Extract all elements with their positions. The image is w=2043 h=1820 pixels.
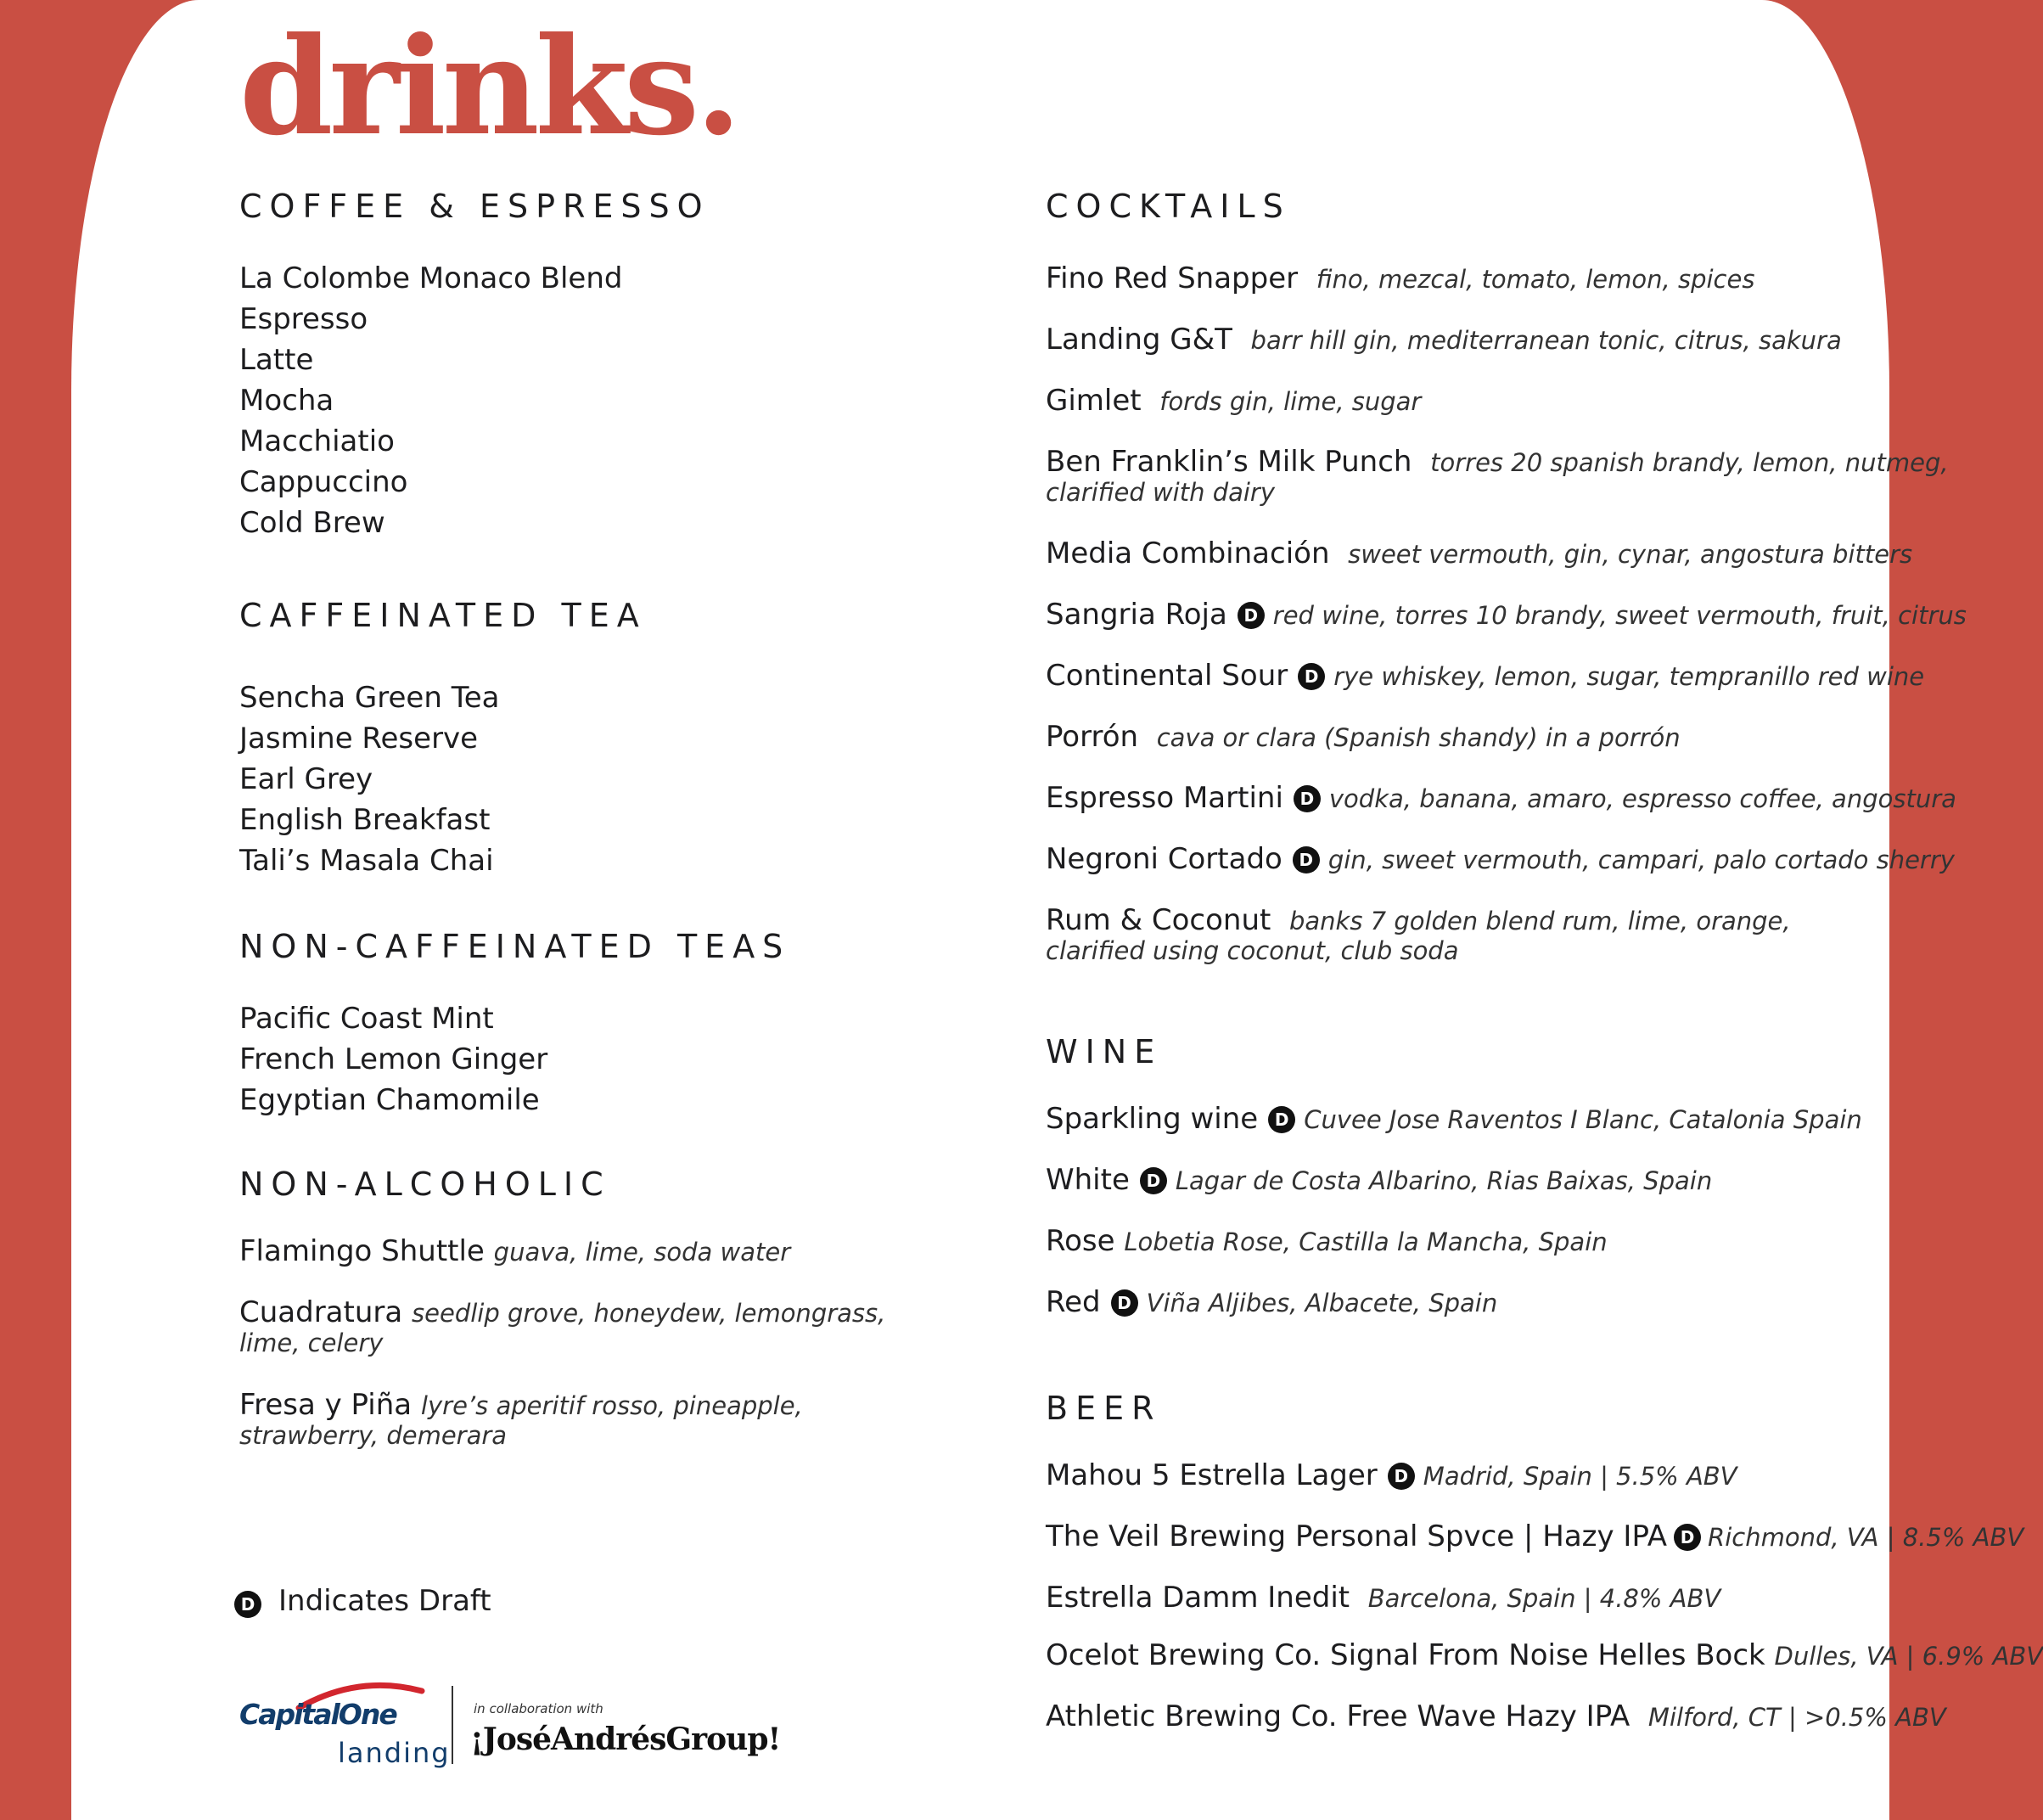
item-desc-continued: clarified with dairy (1046, 478, 1276, 507)
item-name: Red (1046, 1285, 1101, 1319)
list-item: Cappuccino (239, 465, 408, 499)
item-name: Estrella Damm Inedit (1046, 1581, 1350, 1615)
item-desc: Cuvee Jose Raventos I Blanc, Catalonia Spain (1304, 1105, 1862, 1134)
item-desc: rye whiskey, lemon, sugar, tempranillo red wine (1333, 662, 1925, 691)
item-name: Athletic Brewing Co. Free Wave Hazy IPA (1046, 1699, 1630, 1733)
menu-item (1046, 599, 1967, 631)
caffeinated-tea-list (239, 677, 499, 881)
menu-item (1046, 538, 1912, 570)
menu-item (1046, 660, 1924, 692)
draft-badge-icon: D (1268, 1106, 1295, 1133)
list-item: Macchiatio (239, 424, 395, 458)
menu-item (1046, 1640, 2043, 1671)
menu-item (1046, 905, 1791, 965)
list-item: Latte (239, 343, 314, 377)
item-name: The Veil Brewing Personal Spvce | Hazy IPA (1046, 1519, 1668, 1553)
menu-item (1046, 1287, 1497, 1318)
list-item: French Lemon Ginger (239, 1042, 548, 1076)
menu-page (71, 0, 2043, 1820)
item-desc: Richmond, VA | 8.5% ABV (1708, 1523, 2024, 1552)
item-desc: seedlip grove, honeydew, lemongrass, (412, 1299, 886, 1328)
menu-item (1046, 1582, 1720, 1614)
item-desc: Viña Aljibes, Albacete, Spain (1146, 1289, 1498, 1317)
draft-legend (234, 1584, 491, 1618)
list-item: Espresso (239, 302, 368, 336)
menu-item (1046, 324, 1842, 356)
item-desc: barr hill gin, mediterranean tonic, citrus, sakura (1250, 326, 1842, 355)
menu-item (1046, 1226, 1608, 1257)
item-desc: Lobetia Rose, Castilla la Mancha, Spain (1124, 1227, 1608, 1256)
jose-andres-group-logo: ¡JoséAndrésGroup! (470, 1722, 781, 1757)
section-heading-coffee: COFFEE & ESPRESSO (239, 188, 710, 225)
item-desc: vodka, banana, amaro, espresso coffee, angostura (1328, 784, 1956, 813)
menu-item (239, 1236, 790, 1267)
item-desc: torres 20 spanish brandy, lemon, nutmeg, (1430, 448, 1949, 477)
draft-badge-icon: D (1674, 1524, 1701, 1551)
section-heading-non-caffeinated: NON-CAFFEINATED TEAS (239, 928, 791, 965)
item-name: Porrón (1046, 720, 1139, 754)
menu-item (1046, 447, 1949, 507)
item-name: Espresso Martini (1046, 781, 1283, 815)
menu-item (1046, 722, 1681, 753)
item-desc: Lagar de Costa Albarino, Rias Baixas, Spain (1175, 1166, 1713, 1195)
section-heading-caffeinated-tea: CAFFEINATED TEA (239, 597, 647, 634)
list-item: Cold Brew (239, 506, 385, 540)
draft-badge-icon: D (1293, 846, 1320, 873)
section-heading-beer: BEER (1046, 1390, 1162, 1427)
item-desc: Dulles, VA | 6.9% ABV (1774, 1642, 2043, 1671)
item-name: Rose (1046, 1224, 1115, 1258)
item-desc: Milford, CT | >0.5% ABV (1647, 1703, 1946, 1732)
item-desc-continued: lime, celery (239, 1328, 384, 1357)
item-desc: lyre’s aperitif rosso, pineapple, (420, 1391, 803, 1420)
item-name: Sparkling wine (1046, 1102, 1259, 1136)
menu-item (1046, 1701, 1946, 1733)
menu-item (239, 1390, 803, 1450)
list-item: Sencha Green Tea (239, 681, 500, 715)
list-item: Jasmine Reserve (239, 722, 479, 756)
page-title: drinks. (239, 8, 738, 166)
landing-wordmark: landing (338, 1737, 451, 1769)
item-desc: red wine, torres 10 brandy, sweet vermouth, fruit, citrus (1272, 601, 1967, 630)
logo-divider (452, 1686, 453, 1764)
list-item: Mocha (239, 384, 334, 418)
item-desc: sweet vermouth, gin, cynar, angostura bitters (1348, 540, 1913, 569)
menu-item (1046, 844, 1955, 875)
item-name: White (1046, 1163, 1130, 1197)
item-name: Fresa y Piña (239, 1388, 413, 1422)
non-caffeinated-list (239, 998, 547, 1121)
item-name: Flamingo Shuttle (239, 1234, 485, 1268)
item-desc: Madrid, Spain | 5.5% ABV (1423, 1462, 1737, 1491)
item-name: Cuadratura (239, 1295, 403, 1329)
item-name: Mahou 5 Estrella Lager (1046, 1458, 1378, 1492)
item-name: Rum & Coconut (1046, 903, 1271, 937)
item-desc: fino, mezcal, tomato, lemon, spices (1316, 265, 1755, 294)
list-item: Tali’s Masala Chai (239, 844, 494, 878)
list-item: La Colombe Monaco Blend (239, 261, 623, 295)
capital-one-landing-logo (239, 1679, 451, 1781)
draft-badge-icon: D (1298, 663, 1325, 690)
menu-item (1046, 1460, 1737, 1491)
item-desc-continued: strawberry, demerara (239, 1421, 508, 1450)
menu-item (1046, 783, 1956, 814)
list-item: Egyptian Chamomile (239, 1083, 540, 1117)
draft-badge-icon: D (1388, 1463, 1415, 1490)
menu-item (1046, 385, 1421, 417)
item-name: Ben Franklin’s Milk Punch (1046, 445, 1412, 479)
section-heading-wine: WINE (1046, 1033, 1163, 1070)
menu-item (1046, 263, 1754, 295)
item-desc: guava, lime, soda water (493, 1238, 791, 1267)
list-item: Pacific Coast Mint (239, 1002, 494, 1036)
list-item: English Breakfast (239, 803, 491, 837)
draft-badge-icon: D (1140, 1167, 1167, 1194)
item-name: Landing G&T (1046, 323, 1232, 357)
legend-label: Indicates Draft (278, 1584, 491, 1618)
menu-item (1046, 1521, 2023, 1553)
item-desc-continued: clarified using coconut, club soda (1046, 936, 1459, 965)
menu-item (239, 1297, 885, 1357)
item-desc: cava or clara (Spanish shandy) in a porrón (1156, 723, 1681, 752)
section-heading-non-alcoholic: NON-ALCOHOLIC (239, 1166, 611, 1203)
item-name: Sangria Roja (1046, 598, 1227, 632)
collaboration-label: in collaboration with (474, 1701, 603, 1716)
item-name: Continental Sour (1046, 659, 1288, 693)
item-name: Fino Red Snapper (1046, 261, 1299, 295)
draft-badge-icon: D (1111, 1289, 1138, 1317)
draft-badge-icon: D (1238, 602, 1265, 629)
list-item: Earl Grey (239, 762, 373, 796)
draft-badge-icon: D (1294, 785, 1321, 812)
item-desc: Barcelona, Spain | 4.8% ABV (1367, 1584, 1721, 1613)
item-name: Media Combinación (1046, 536, 1330, 570)
menu-item (1046, 1104, 1862, 1135)
item-desc: gin, sweet vermouth, campari, palo cortado sherry (1327, 845, 1955, 874)
item-name: Gimlet (1046, 384, 1142, 418)
item-desc: fords gin, lime, sugar (1159, 387, 1422, 416)
capital-one-wordmark: CapitalOne (239, 1698, 396, 1731)
item-name: Ocelot Brewing Co. Signal From Noise Helles Bock (1046, 1638, 1765, 1672)
coffee-list (239, 258, 622, 543)
item-name: Negroni Cortado (1046, 842, 1282, 876)
section-heading-cocktails: COCKTAILS (1046, 188, 1291, 225)
menu-item (1046, 1165, 1712, 1196)
draft-badge-icon: D (234, 1591, 261, 1618)
item-desc: banks 7 golden blend rum, lime, orange, (1288, 907, 1791, 935)
